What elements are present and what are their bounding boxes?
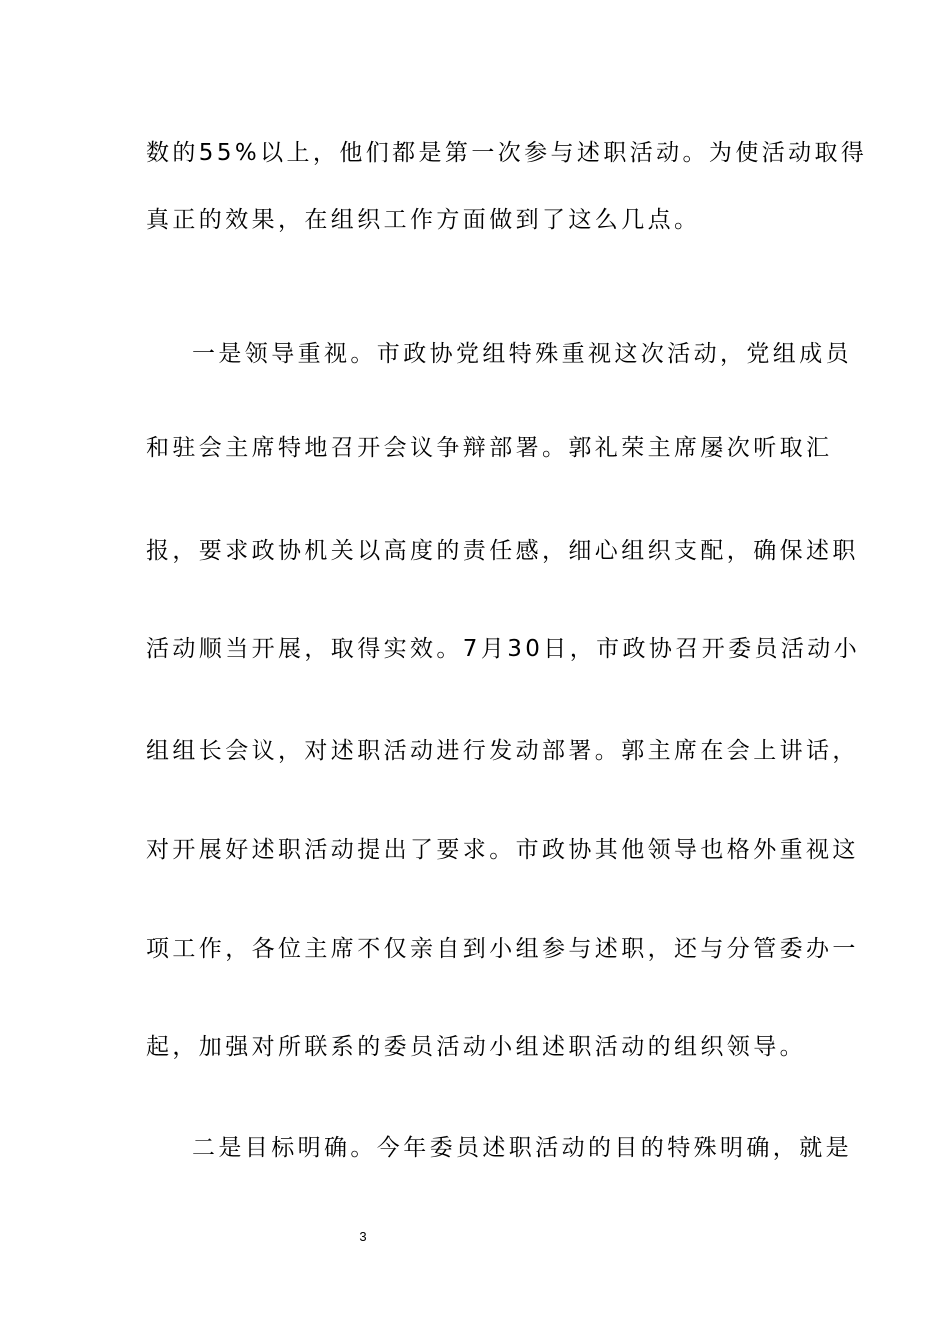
paragraph-first-line: 二是目标明确。今年委员述职活动的目的特殊明确，就是 — [192, 1135, 852, 1161]
body-text-line: 组组长会议，对述职活动进行发动部署。郭主席在会上讲话， — [146, 738, 859, 764]
body-text-line: 报，要求政协机关以高度的责任感，细心组织支配，确保述职 — [146, 538, 859, 564]
body-text-line: 项工作，各位主席不仅亲自到小组参与述职，还与分管委办一 — [146, 936, 859, 962]
body-text-line: 对开展好述职活动提出了要求。市政协其他领导也格外重视这 — [146, 837, 859, 863]
body-text-line: 活动顺当开展，取得实效。7月30日，市政协召开委员活动小 — [146, 636, 861, 662]
body-text-line: 数的55%以上，他们都是第一次参与述职活动。为使活动取得 — [146, 140, 868, 166]
paragraph-first-line: 一是领导重视。市政协党组特殊重视这次活动，党组成员 — [192, 341, 852, 367]
body-text-line: 起，加强对所联系的委员活动小组述职活动的组织领导。 — [146, 1034, 806, 1060]
body-text-line: 真正的效果，在组织工作方面做到了这么几点。 — [146, 207, 701, 233]
page-number: 3 — [359, 1229, 367, 1244]
body-text-line: 和驻会主席特地召开会议争辩部署。郭礼荣主席屡次听取汇 — [146, 435, 833, 461]
